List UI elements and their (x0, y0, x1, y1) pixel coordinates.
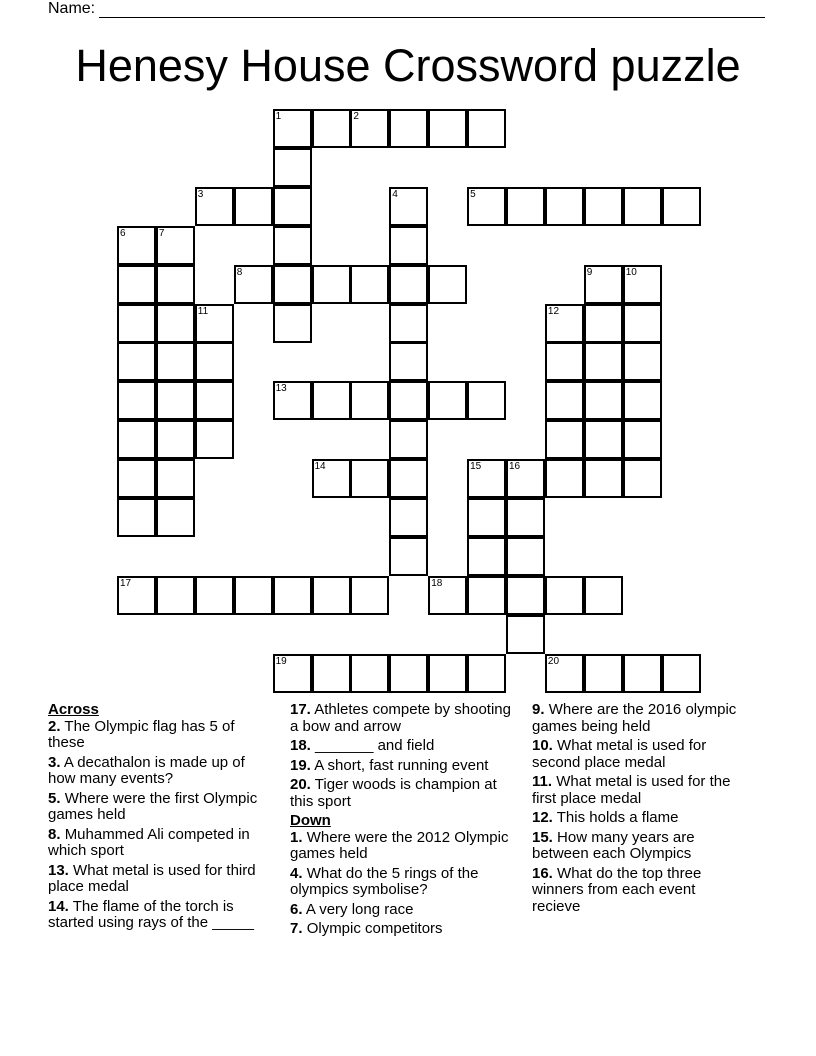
clue-across: 3. A decathalon is made up of how many events? (48, 753, 245, 787)
cell-number: 9 (586, 266, 593, 278)
cell-number: 5 (470, 188, 476, 200)
grid-cell[interactable] (273, 109, 312, 148)
across-header: Across (48, 701, 99, 718)
grid-cell[interactable] (389, 304, 428, 343)
clue-across: 20. Tiger woods is champion at this sport (290, 776, 497, 810)
grid-cell[interactable] (428, 265, 467, 304)
clues-column-2 (290, 702, 515, 941)
grid-cell[interactable] (584, 654, 623, 693)
grid-cell[interactable] (623, 342, 662, 381)
grid-cell[interactable] (389, 342, 428, 381)
grid-cell[interactable] (117, 265, 156, 304)
grid-cell[interactable] (389, 420, 428, 459)
grid-cell[interactable] (428, 109, 467, 148)
cell-number: 14 (314, 461, 326, 473)
grid-cell[interactable] (273, 304, 312, 343)
clue-down: 9. Where are the 2016 olympic games being held (532, 701, 737, 735)
grid-cell[interactable] (623, 304, 662, 343)
cell-number: 19 (275, 655, 287, 667)
grid-cell[interactable] (350, 459, 389, 498)
cell-number: 20 (547, 655, 560, 667)
grid-cell[interactable] (623, 187, 662, 226)
grid-cell[interactable] (584, 265, 623, 304)
clue-across: 17. Athletes compete by shooting a bow and arrow (290, 701, 511, 735)
grid-cell[interactable] (350, 265, 389, 304)
grid-cell[interactable] (156, 342, 195, 381)
grid-cell[interactable] (195, 420, 234, 459)
grid-cell[interactable] (156, 265, 195, 304)
grid-cell[interactable] (195, 342, 234, 381)
grid-cell[interactable] (623, 654, 662, 693)
grid-cell[interactable] (623, 381, 662, 420)
cell-number: 7 (158, 227, 165, 239)
cell-number: 3 (197, 188, 204, 200)
cell-number: 1 (275, 111, 282, 122)
grid-cell[interactable] (506, 187, 545, 226)
grid-cell[interactable] (506, 576, 545, 615)
cell-number: 4 (392, 188, 398, 200)
clue-down: 4. What do the 5 rings of the olympics symbolise? (290, 864, 479, 898)
grid-cell[interactable] (195, 304, 234, 343)
grid-cell[interactable] (350, 109, 389, 148)
grid-cell[interactable] (273, 148, 312, 187)
grid-cell[interactable] (389, 265, 428, 304)
grid-cell[interactable] (545, 654, 584, 693)
grid-cell[interactable] (350, 576, 389, 615)
grid-cell[interactable] (273, 187, 312, 226)
grid-cell[interactable] (117, 381, 156, 420)
grid-cell[interactable] (623, 459, 662, 498)
grid-cell[interactable] (156, 381, 195, 420)
grid-cell[interactable] (234, 187, 273, 226)
cell-number: 17 (120, 577, 132, 589)
grid-cell[interactable] (156, 226, 195, 265)
grid-cell[interactable] (156, 420, 195, 459)
grid-cell[interactable] (467, 576, 506, 615)
grid-cell[interactable] (389, 459, 428, 498)
name-label: Name: (48, 0, 96, 17)
grid-cell[interactable] (467, 109, 506, 148)
grid-cell[interactable] (312, 381, 351, 420)
grid-cell[interactable] (117, 226, 156, 265)
grid-cell[interactable] (195, 576, 234, 615)
clue-down: 7. Olympic competitors (290, 920, 443, 937)
grid-cell[interactable] (506, 498, 545, 537)
grid-cell[interactable] (312, 109, 351, 148)
grid-cell[interactable] (389, 109, 428, 148)
cell-number: 18 (431, 577, 443, 589)
grid-cell[interactable] (273, 226, 312, 265)
clue-down: 11. What metal is used for the first place medal (532, 773, 731, 807)
grid-cell[interactable] (662, 187, 701, 226)
clue-across: 18. _______ and field (290, 737, 435, 754)
clue-down: 16. What do the top three winners from each event recieve (532, 864, 702, 915)
grid-cell[interactable] (273, 381, 312, 420)
grid-cell[interactable] (312, 265, 351, 304)
grid-cell[interactable] (545, 420, 584, 459)
down-header: Down (290, 812, 331, 829)
clue-across: 14. The flame of the torch is started using rays of the _____ (48, 897, 254, 931)
clue-across: 2. The Olympic flag has 5 of these (48, 717, 235, 751)
grid-cell[interactable] (273, 576, 312, 615)
grid-cell[interactable] (389, 226, 428, 265)
grid-cell[interactable] (545, 381, 584, 420)
grid-cell[interactable] (350, 381, 389, 420)
grid-cell[interactable] (467, 459, 506, 498)
grid-cell[interactable] (467, 498, 506, 537)
clue-across: 8. Muhammed Ali competed in which sport (48, 825, 250, 859)
grid-cell[interactable] (506, 459, 545, 498)
grid-cell[interactable] (195, 381, 234, 420)
grid-cell[interactable] (467, 537, 506, 576)
clues-column-1 (48, 702, 268, 935)
grid-cell[interactable] (467, 187, 506, 226)
grid-cell[interactable] (156, 576, 195, 615)
clue-across: 13. What metal is used for third place medal (48, 861, 256, 895)
cell-number: 13 (275, 383, 287, 395)
cell-number: 2 (353, 111, 359, 122)
grid-cell[interactable] (117, 342, 156, 381)
grid-cell[interactable] (584, 304, 623, 343)
clue-down: 1. Where were the 2012 Olympic games held (290, 828, 509, 862)
grid-cell[interactable] (389, 381, 428, 420)
grid-cell[interactable] (545, 576, 584, 615)
grid-cell[interactable] (117, 576, 156, 615)
clue-down: 6. A very long race (290, 900, 414, 918)
cell-number: 12 (547, 305, 560, 317)
grid-cell[interactable] (506, 537, 545, 576)
cell-number: 15 (470, 461, 482, 473)
grid-cell[interactable] (389, 187, 428, 226)
grid-cell[interactable] (234, 576, 273, 615)
cell-number: 6 (120, 227, 126, 239)
grid-cell[interactable] (195, 187, 234, 226)
grid-cell[interactable] (273, 265, 312, 304)
grid-cell[interactable] (312, 459, 351, 498)
grid-cell[interactable] (156, 304, 195, 343)
cell-number: 11 (197, 305, 209, 317)
grid-cell[interactable] (584, 576, 623, 615)
clue-down: 10. What metal is used for second place medal (532, 737, 707, 771)
grid-cell[interactable] (467, 381, 506, 420)
grid-cell[interactable] (389, 498, 428, 537)
grid-cell[interactable] (584, 342, 623, 381)
clue-down: 15. How many years are between each Olympics (532, 828, 695, 862)
grid-cell[interactable] (428, 381, 467, 420)
grid-cell[interactable] (117, 498, 156, 537)
grid-cell[interactable] (662, 654, 701, 693)
clue-down: 12. This holds a flame (532, 809, 679, 826)
grid-cell[interactable] (428, 654, 467, 693)
grid-cell[interactable] (623, 420, 662, 459)
grid-cell[interactable] (545, 304, 584, 343)
grid-cell[interactable] (428, 576, 467, 615)
grid-cell[interactable] (584, 381, 623, 420)
grid-cell[interactable] (467, 654, 506, 693)
cell-number: 8 (236, 266, 243, 278)
cell-number: 10 (625, 266, 637, 278)
grid-cell[interactable] (389, 654, 428, 693)
grid-cell[interactable] (506, 615, 545, 654)
grid-cell[interactable] (584, 187, 623, 226)
grid-cell[interactable] (389, 537, 428, 576)
grid-cell[interactable] (350, 654, 389, 693)
clue-across: 19. A short, fast running event (290, 756, 489, 774)
clues-column-3 (532, 702, 747, 918)
grid-cell[interactable] (584, 420, 623, 459)
clue-across: 5. Where were the first Olympic games held (48, 789, 258, 823)
puzzle-title: Henesy House Crossword puzzle (75, 40, 741, 91)
grid-cell[interactable] (156, 459, 195, 498)
grid-cell[interactable] (117, 459, 156, 498)
grid-cell[interactable] (584, 459, 623, 498)
grid-cell[interactable] (312, 576, 351, 615)
grid-cell[interactable] (117, 420, 156, 459)
grid-cell[interactable] (545, 187, 584, 226)
grid-cell[interactable] (623, 265, 662, 304)
grid-cell[interactable] (273, 654, 312, 693)
grid-cell[interactable] (312, 654, 351, 693)
grid-cell[interactable] (234, 265, 273, 304)
grid-cell[interactable] (545, 459, 584, 498)
grid-cell[interactable] (156, 498, 195, 537)
cell-number: 16 (509, 461, 521, 473)
grid-cell[interactable] (117, 304, 156, 343)
grid-cell[interactable] (545, 342, 584, 381)
